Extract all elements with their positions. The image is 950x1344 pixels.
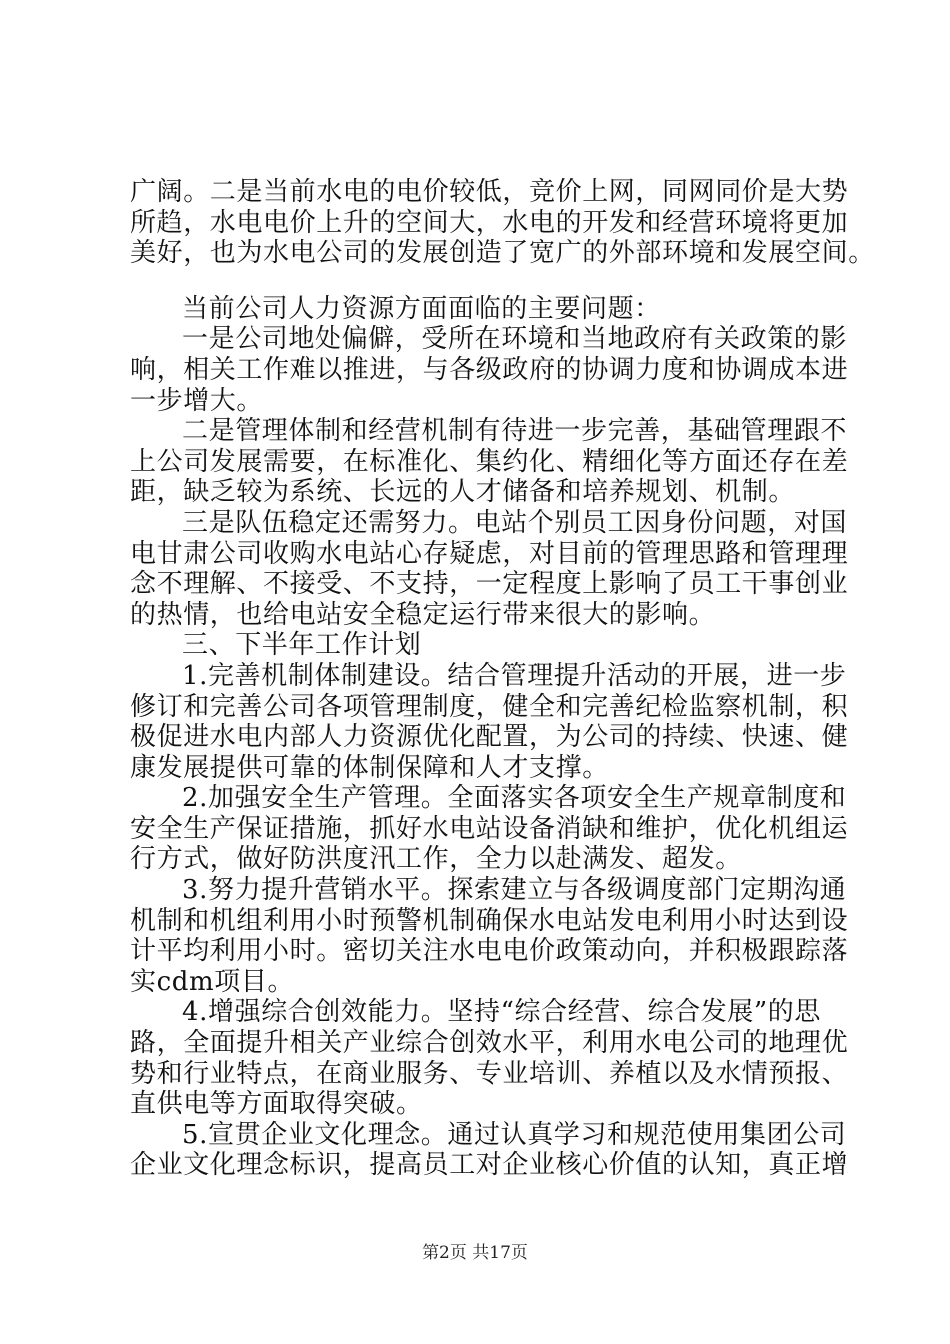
text-line: 2.加强安全生产管理。全面落实各项安全生产规章制度和 [182,783,847,814]
text-line: 上公司发展需要，在标准化、集约化、精细化等方面还存在差 [130,446,849,477]
page-number: 第2页 [422,1243,467,1263]
text-line: 4.增强综合创效能力。坚持“综合经营、综合发展”的思 [182,997,821,1028]
page-footer [0,1243,950,1263]
text-line: 响，相关工作难以推进，与各级政府的协调力度和协调成本进 [130,354,849,385]
text-line: 美好，也为水电公司的发展创造了宽广的外部环境和发展空间。 [130,238,875,269]
page-total: 共17页 [472,1243,528,1263]
text-line: 计平均利用小时。密切关注水电电价政策动向，并积极跟踪落 [130,936,849,967]
text-line: 安全生产保证措施，抓好水电站设备消缺和维护，优化机组运 [130,813,849,844]
text-line: 3.努力提升营销水平。探索建立与各级调度部门定期沟通 [182,875,847,906]
text-line: 广阔。二是当前水电的电价较低，竞价上网，同网同价是大势 [130,177,849,207]
document-body [130,177,875,1181]
text-line: 实cdm项目。 [130,966,295,997]
text-line: 势和行业特点，在商业服务、专业培训、养植以及水情预报、 [130,1058,849,1089]
text-line: 二是管理体制和经营机制有待进一步完善，基础管理跟不 [182,416,848,447]
text-line: 的热情，也给电站安全稳定运行带来很大的影响。 [130,599,716,630]
text-line: 康发展提供可靠的体制保障和人才支撑。 [130,752,609,783]
text-line: 距，缺乏较为系统、长远的人才储备和培养规划、机制。 [130,477,796,508]
text-line: 一步增大。 [130,385,264,416]
text-line: 5.宣贯企业文化理念。通过认真学习和规范使用集团公司 [182,1119,847,1150]
text-line: 1.完善机制体制建设。结合管理提升活动的开展，进一步 [182,660,847,691]
text-line: 念不理解、不接受、不支持，一定程度上影响了员工干事创业 [130,569,849,600]
text-line: 极促进水电内部人力资源优化配置，为公司的持续、快速、健 [130,722,849,753]
text-line: 直供电等方面取得突破。 [130,1089,423,1120]
text-line: 一是公司地处偏僻，受所在环境和当地政府有关政策的影 [182,324,848,355]
section-intro-line: 当前公司人力资源方面面临的主要问题： [182,293,661,324]
text-line: 机制和机组利用小时预警机制确保水电站发电利用小时达到设 [130,905,849,936]
text-line: 企业文化理念标识，提高员工对企业核心价值的认知，真正增 [130,1150,849,1181]
section-heading: 三、下半年工作计划 [182,630,422,661]
text-line: 行方式，做好防洪度汛工作，全力以赴满发、超发。 [130,844,742,875]
text-line: 所趋，水电电价上升的空间大，水电的开发和经营环境将更加 [130,207,849,238]
text-line: 三是队伍稳定还需努力。电站个别员工因身份问题，对国 [182,507,848,538]
text-line: 路，全面提升相关产业综合创效水平，利用水电公司的地理优 [130,1028,849,1059]
text-line: 修订和完善公司各项管理制度，健全和完善纪检监察机制，积 [130,691,849,722]
text-line: 电甘肃公司收购水电站心存疑虑，对目前的管理思路和管理理 [130,538,849,569]
